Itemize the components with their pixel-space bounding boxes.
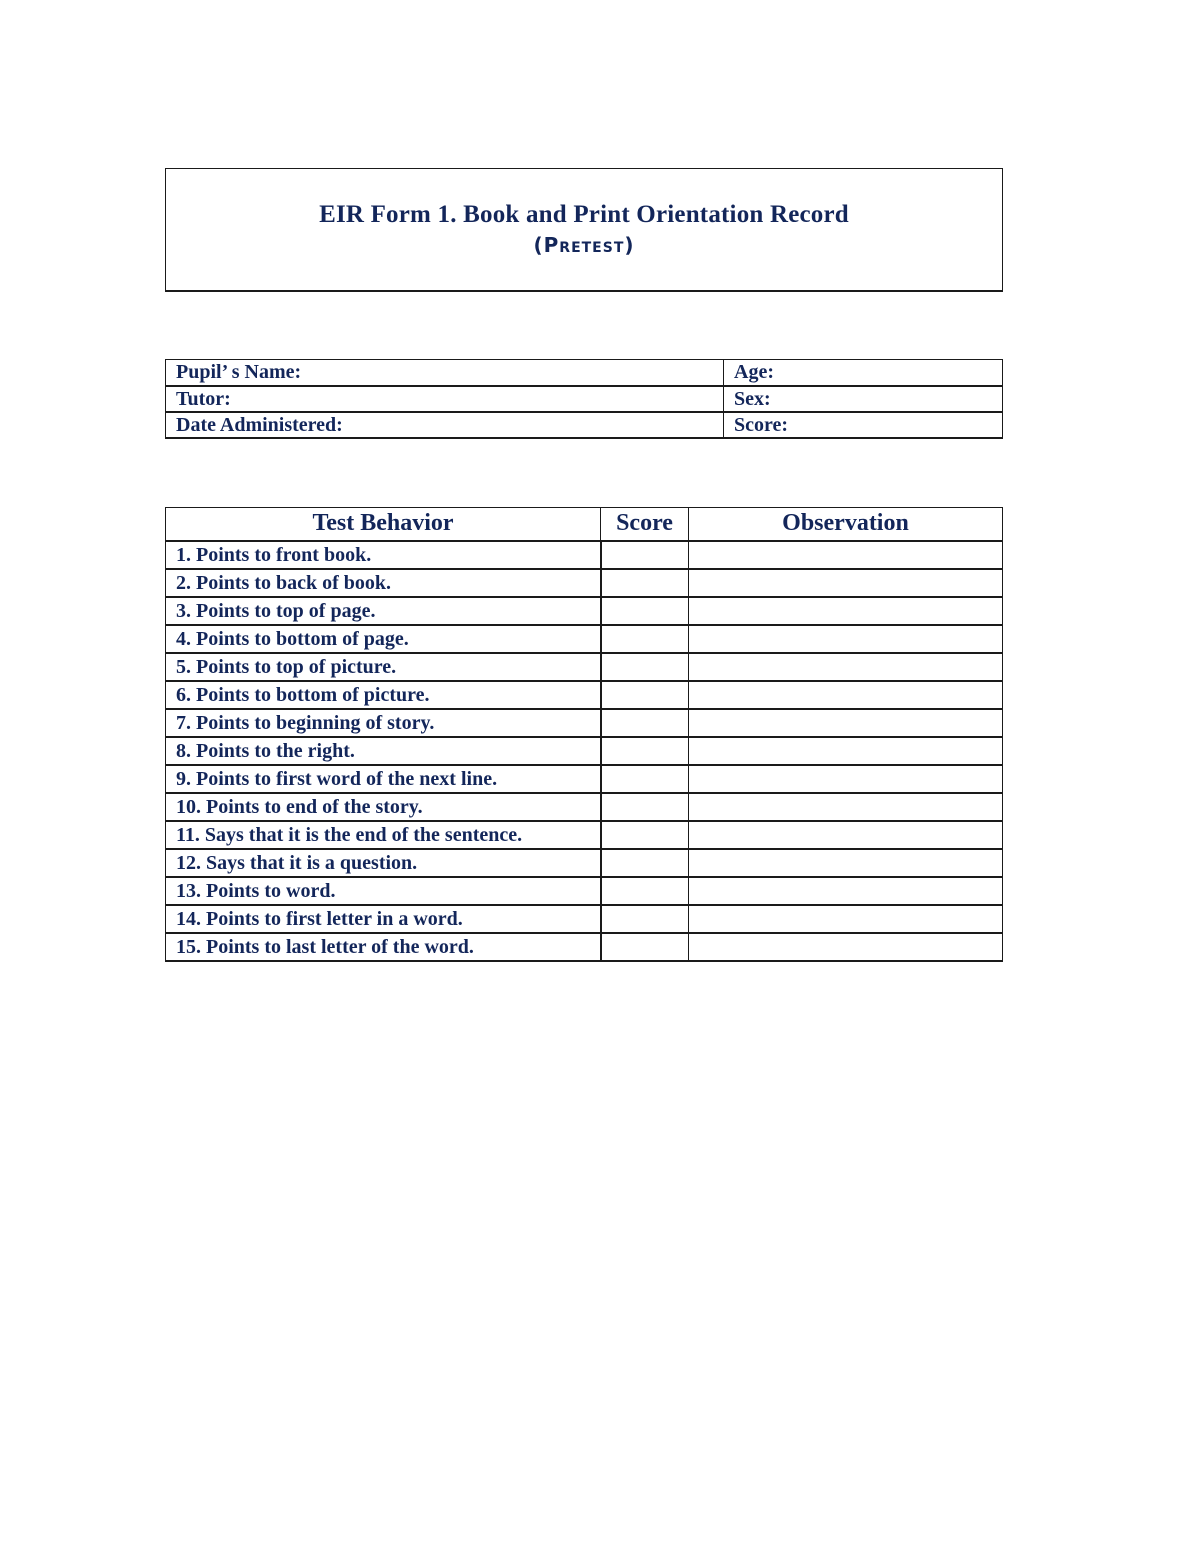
score-cell[interactable] — [601, 877, 689, 905]
score-cell[interactable] — [601, 653, 689, 681]
test-behavior-table — [165, 507, 1003, 962]
score-cell[interactable] — [601, 541, 689, 569]
behavior-cell: 9. Points to first word of the next line. — [166, 765, 601, 793]
table-row — [166, 653, 1003, 681]
table-row — [166, 905, 1003, 933]
observation-cell[interactable] — [689, 821, 1003, 849]
observation-cell[interactable] — [689, 737, 1003, 765]
behavior-cell: 15. Points to last letter of the word. — [166, 933, 601, 961]
score-cell[interactable] — [601, 821, 689, 849]
score-cell[interactable] — [601, 765, 689, 793]
behavior-cell: 10. Points to end of the story. — [166, 793, 601, 821]
table-row — [166, 541, 1003, 569]
table-row — [166, 933, 1003, 961]
behavior-cell: 12. Says that it is a question. — [166, 849, 601, 877]
score-cell[interactable] — [601, 905, 689, 933]
observation-cell[interactable] — [689, 597, 1003, 625]
form-title: EIR Form 1. Book and Print Orientation Record — [319, 201, 849, 228]
observation-cell[interactable] — [689, 905, 1003, 933]
score-cell[interactable] — [601, 597, 689, 625]
table-row — [166, 877, 1003, 905]
observation-cell[interactable] — [689, 765, 1003, 793]
info-row — [166, 360, 1003, 386]
behavior-cell: 5. Points to top of picture. — [166, 653, 601, 681]
behavior-cell: 13. Points to word. — [166, 877, 601, 905]
form-subtitle: (Pretest) — [533, 233, 635, 257]
header-observation: Observation — [689, 508, 1003, 541]
sex-field[interactable]: Sex: — [724, 386, 1003, 412]
form-title-box — [165, 168, 1003, 292]
observation-cell[interactable] — [689, 793, 1003, 821]
observation-cell[interactable] — [689, 569, 1003, 597]
behavior-cell: 4. Points to bottom of page. — [166, 625, 601, 653]
table-header-row — [166, 508, 1003, 541]
observation-cell[interactable] — [689, 877, 1003, 905]
behavior-cell: 1. Points to front book. — [166, 541, 601, 569]
observation-cell[interactable] — [689, 625, 1003, 653]
table-row — [166, 569, 1003, 597]
table-row — [166, 849, 1003, 877]
behavior-cell: 2. Points to back of book. — [166, 569, 601, 597]
info-row — [166, 412, 1003, 438]
age-field[interactable]: Age: — [724, 360, 1003, 386]
behavior-cell: 6. Points to bottom of picture. — [166, 681, 601, 709]
info-row — [166, 386, 1003, 412]
table-row — [166, 597, 1003, 625]
score-cell[interactable] — [601, 849, 689, 877]
behavior-cell: 11. Says that it is the end of the sentence. — [166, 821, 601, 849]
table-row — [166, 821, 1003, 849]
pupil-name-field[interactable]: Pupil’ s Name: — [166, 360, 724, 386]
table-row — [166, 765, 1003, 793]
score-cell[interactable] — [601, 737, 689, 765]
table-row — [166, 625, 1003, 653]
score-field[interactable]: Score: — [724, 412, 1003, 438]
observation-cell[interactable] — [689, 541, 1003, 569]
header-test-behavior: Test Behavior — [166, 508, 601, 541]
behavior-cell: 3. Points to top of page. — [166, 597, 601, 625]
observation-cell[interactable] — [689, 933, 1003, 961]
pupil-info-table — [165, 359, 1003, 439]
observation-cell[interactable] — [689, 709, 1003, 737]
score-cell[interactable] — [601, 569, 689, 597]
date-administered-field[interactable]: Date Administered: — [166, 412, 724, 438]
observation-cell[interactable] — [689, 681, 1003, 709]
behavior-cell: 8. Points to the right. — [166, 737, 601, 765]
header-score: Score — [601, 508, 689, 541]
behavior-cell: 14. Points to first letter in a word. — [166, 905, 601, 933]
table-row — [166, 681, 1003, 709]
score-cell[interactable] — [601, 625, 689, 653]
table-row — [166, 793, 1003, 821]
score-cell[interactable] — [601, 709, 689, 737]
score-cell[interactable] — [601, 681, 689, 709]
behavior-cell: 7. Points to beginning of story. — [166, 709, 601, 737]
table-row — [166, 709, 1003, 737]
table-row — [166, 737, 1003, 765]
tutor-field[interactable]: Tutor: — [166, 386, 724, 412]
observation-cell[interactable] — [689, 653, 1003, 681]
score-cell[interactable] — [601, 933, 689, 961]
score-cell[interactable] — [601, 793, 689, 821]
observation-cell[interactable] — [689, 849, 1003, 877]
